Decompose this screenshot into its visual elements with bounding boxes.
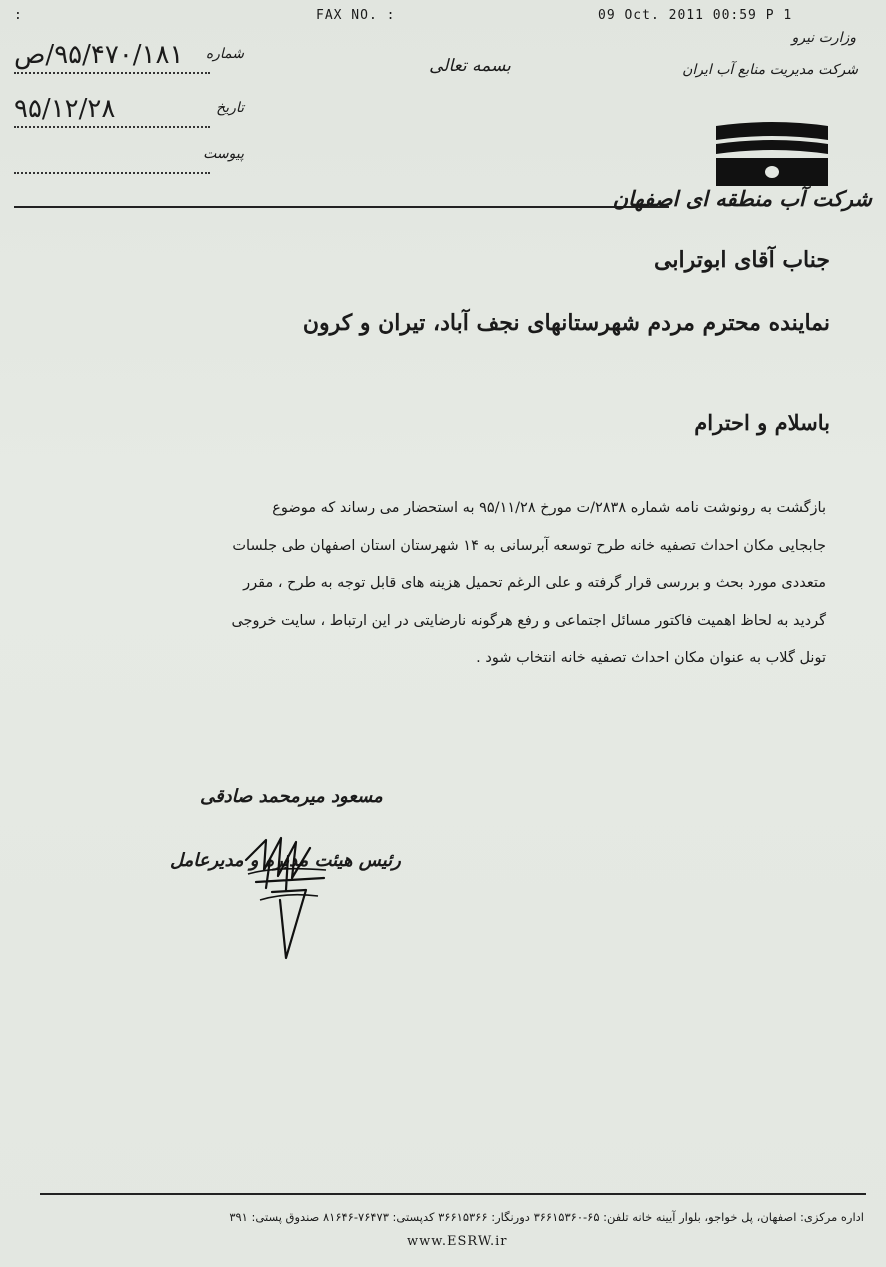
body-line: بازگشت به رونوشت نامه شماره ۲۸۳۸/ت مورخ ۹۵/۱۱/۲۸ به استحضار می رساند که موضوع <box>272 500 826 516</box>
handwritten-signature <box>236 830 346 960</box>
body-line: تونل گلاب به عنوان مکان احداث تصفیه خانه انتخاب شود . <box>476 650 826 666</box>
letter-number-value: ۹۵/۴۷۰/۱۸۱/ص <box>14 40 184 70</box>
header-rule <box>14 206 669 208</box>
greeting: باسلام و احترام <box>694 410 830 435</box>
letter-number-field <box>14 40 244 74</box>
signer-title: رئیس هیئت مدیره و مدیرعامل <box>170 850 401 871</box>
attachment-field <box>14 140 244 174</box>
body-line: گردید به لحاظ اهمیت فاکتور مسائل اجتماعی و رفع هرگونه نارضایتی در این ارتباط ، سایت خروجی <box>231 612 826 629</box>
attachment-label: پیوست <box>203 146 244 162</box>
letter-date-label: تاریخ <box>216 100 244 116</box>
body-line: متعددی مورد بحث و بررسی قرار گرفته و علی الرغم تحمیل هزینه های قابل توجه به طرح ، مقرر <box>243 575 826 591</box>
fax-datetime: 09 Oct. 2011 00:59 P 1 <box>598 8 793 23</box>
footer-rule <box>40 1193 866 1195</box>
signer-name: مسعود میرمحمد صادقی <box>200 786 383 807</box>
fax-number-label: FAX NO. : <box>316 8 396 23</box>
letter-date-field <box>14 94 244 128</box>
body-line: جابجایی مکان احداث تصفیه خانه طرح توسعه آبرسانی به ۱۴ شهرستان استان اصفهان طی جلسات <box>232 537 826 554</box>
ministry-name: وزارت نیرو <box>791 30 856 46</box>
letter-body <box>88 490 826 678</box>
letter-number-dotted-line <box>14 72 210 74</box>
attachment-dotted-line <box>14 172 210 174</box>
letter-date-dotted-line <box>14 126 210 128</box>
company-name: شرکت آب منطقه ای اصفهان <box>612 186 872 211</box>
letter-number-label: شماره <box>205 46 244 62</box>
company-logo <box>716 120 828 186</box>
recipient-title: نماینده محترم مردم شهرستانهای نجف آباد، تیران و کرون <box>302 310 830 336</box>
footer-website: www.ESRW.ir <box>407 1234 508 1249</box>
recipient-name: جناب آقای ابوترابی <box>654 247 830 273</box>
fax-colon: : <box>14 8 22 23</box>
footer-address: اداره مرکزی: اصفهان، پل خواجو، بلوار آیینه خانه تلفن: ۶۵-۳۶۶۱۵۳۶۰ دورنگار: ۳۶۶۱۵۳۶۶ کدپستی: ۷۶۴۷۳-۸۱۶۴۶ صندوق پستی: ۳۹۱ <box>229 1210 864 1224</box>
basmala-heading: بسمه تعالی <box>429 56 511 76</box>
management-company-name: شرکت مدیریت منابع آب ایران <box>682 62 858 78</box>
letter-date-value: ۹۵/۱۲/۲۸ <box>14 94 116 124</box>
